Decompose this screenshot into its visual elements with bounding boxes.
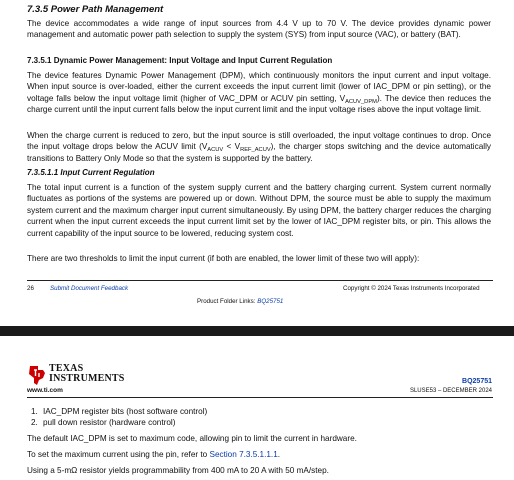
paragraph-dpm xyxy=(27,70,491,116)
website-link[interactable]: www.ti.com xyxy=(27,387,63,394)
list-number: 2. xyxy=(31,418,38,427)
paragraph-set-max-current xyxy=(27,449,491,460)
paragraph-battery-only-part3: ), the charger stops switching and the device automatically transitions to Battery Only Mode so that the system is supported by the battery. xyxy=(27,142,491,163)
paragraph-battery-only-part1: When the charge current is reduced to zero, but the input source is still overloaded, the input voltage continues to drop. Once the input voltage drops below the ACUV limit (V xyxy=(27,131,491,152)
paragraph-battery-only-part2: < V xyxy=(223,142,241,152)
product-folder-links xyxy=(197,298,283,305)
product-folder-label: Product Folder Links: xyxy=(197,298,258,305)
paragraph-thresholds: There are two thresholds to limit the input current (if both are enabled, the lower limit of these two will apply): xyxy=(27,254,420,263)
list-text: pull down resistor (hardware control) xyxy=(43,418,176,427)
subscript-ref-acuv: REF_ACUV xyxy=(240,147,271,154)
document-id: SLUSE53 – DECEMBER 2024 xyxy=(409,388,492,394)
footer-page-number: 26 xyxy=(27,285,34,292)
paragraph-battery-only xyxy=(27,130,491,164)
paragraph-power-path: The device accommodates a wide range of input sources from 4.4 V up to 70 V. The device provides dynamic power management and automatic power path selection to supply the system (SYS) from input source (VAC), or battery (BAT). xyxy=(27,19,491,40)
list-item xyxy=(27,406,491,417)
section-heading-7-3-5-1: 7.3.5.1 Dynamic Power Management: Input Voltage and Input Current Regulation xyxy=(27,56,333,65)
header-rule xyxy=(27,397,493,398)
logo-text-instruments: INSTRUMENTS xyxy=(49,373,125,384)
set-max-period: . xyxy=(277,450,281,459)
section-heading-7-3-5: 7.3.5 Power Path Management xyxy=(27,4,164,15)
section-reference-link[interactable]: Section 7.3.5.1.1.1 xyxy=(209,450,278,459)
subscript-acuv: ACUV xyxy=(207,147,224,154)
footer-rule xyxy=(27,280,493,281)
paragraph-resistor: Using a 5-mΩ resistor yields programmability from 400 mA to 20 A with 50 mA/step. xyxy=(27,466,329,475)
page-break-band xyxy=(0,326,514,336)
paragraph-default-iac: The default IAC_DPM is set to maximum code, allowing pin to limit the current in hardware. xyxy=(27,434,357,443)
logo-text-texas: TEXAS xyxy=(49,363,84,374)
subscript-acuv-dpm: ACUV_DPM xyxy=(345,98,377,105)
paragraph-dpm-part1: The device features Dynamic Power Management (DPM), which continuously monitors the input current and input voltage. When input source is over-loaded, either the current exceeds the input current limit (lower of IAC_DPM or pin setting), or the voltage falls below the input voltage limit (higher of VAC_DPM or ACUV pin setting, V xyxy=(27,71,491,103)
product-folder-link[interactable]: BQ25751 xyxy=(257,298,284,305)
paragraph-input-current: The total input current is a function of the system supply current and the battery charging current. System current normally fluctuates as portions of the systems are powered up or down. Without DPM, the source must be able to supply the maximum system current and the maximum charger input current simultaneously. By using DPM, the battery charger reduces the charging current when the input current exceeds the input current limit set by the lower of IAC_DPM register bits, or pin. This allows the current capability of the input source to be lowered, reducing system cost. xyxy=(27,183,491,238)
set-max-text: To set the maximum current using the pin, refer to xyxy=(27,450,210,459)
footer-copyright: Copyright © 2024 Texas Instruments Incorporated xyxy=(343,285,480,292)
ti-state-icon xyxy=(27,364,47,386)
section-heading-7-3-5-1-1: 7.3.5.1.1 Input Current Regulation xyxy=(27,168,155,177)
paragraph-dpm-part2: ). The device then reduces the charge current until the input current falls below the input current limit and the input voltage rises above the input voltage limit. xyxy=(27,93,491,115)
submit-feedback-link[interactable]: Submit Document Feedback xyxy=(50,285,129,292)
list-text: IAC_DPM register bits (host software control) xyxy=(43,407,208,416)
list-item xyxy=(27,417,491,428)
part-number-link[interactable]: BQ25751 xyxy=(462,378,492,385)
list-number: 1. xyxy=(31,407,38,416)
